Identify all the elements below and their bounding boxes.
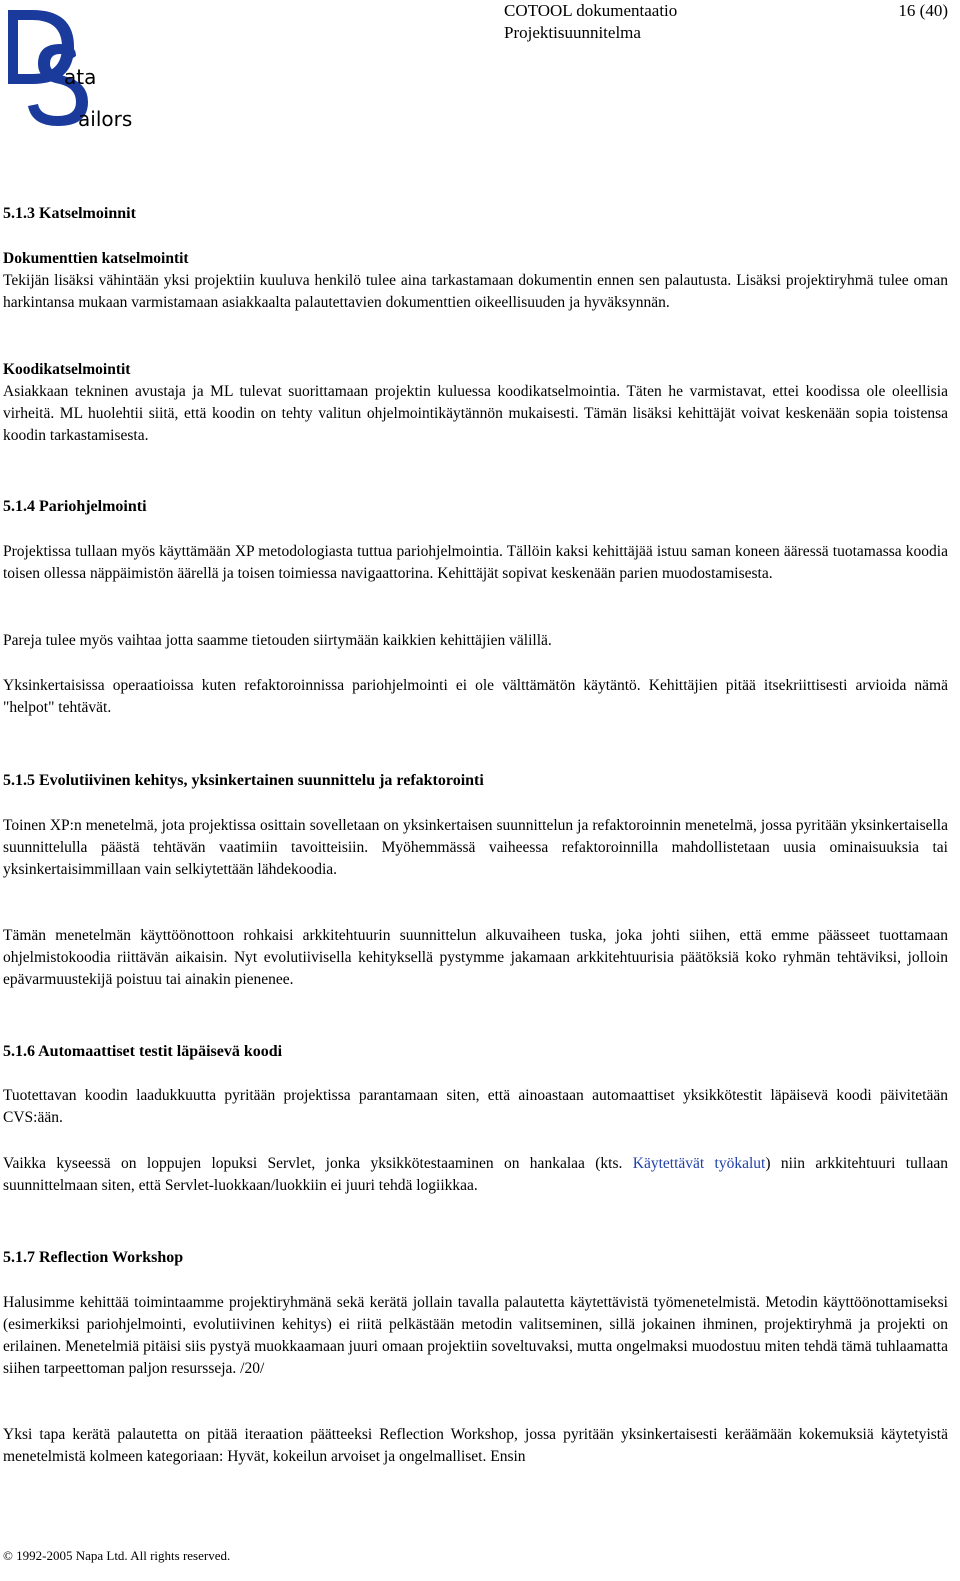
paragraph-koodikatselmointit: Asiakkaan tekninen avustaja ja ML tulevat suorittamaan projektin kuluessa koodikatselmointia. Täten he varmistavat, ettei koodissa ole oleellisia virheitä. ML huolehtii siitä, että koodin on tehty valitun ohjelmointikäytännön mukaisesti. Tämän lisäksi kehittäjät voivat keskenään sopia toistensa koodin tarkastamisesta. xyxy=(3,383,948,444)
text-automaattiset-2b: ) niin arkkitehtuuri tullaan suunnittelmaan siten, että Servlet-luokkaan/luokkiin ei juuri tehdä logiikkaa. xyxy=(3,1155,948,1194)
text-automaattiset-2a: Vaikka kyseessä on loppujen lopuksi Servlet, jonka yksikkötestaaminen on hankalaa (kts. xyxy=(3,1155,633,1172)
paragraph-reflection-2: Yksi tapa kerätä palautetta on pitää iteraation päätteeksi Reflection Workshop, jossa pyritään yksinkertaisesti keräämään kokemuksiä käytetyistä menetelmistä kolmeen kategoriaan: Hyvät, kokeilun arvoiset ja ongelmalliset. Ensin xyxy=(3,1426,948,1465)
subheading-dokumenttien-katselmointit: Dokumenttien katselmointit xyxy=(3,250,189,267)
paragraph-pariohjelmointi-2: Pareja tulee myös vaihtaa jotta saamme tietouden siirtymään kaikkien kehittäjien välillä. xyxy=(3,632,552,649)
paragraph-dokumenttien-katselmointit: Tekijän lisäksi vähintään yksi projektiin kuuluva henkilö tulee aina tarkastamaan dokumentin ennen sen palautusta. Lisäksi projektiryhmä tulee oman harkintansa mukaan varmistamaan asiakkaalta palautettavien dokumenttien oikeellisuuden ja hyväksynnän. xyxy=(3,272,948,311)
link-kaytettavat-tyokalut[interactable]: Käytettävät työkalut xyxy=(632,1155,766,1172)
section-heading-5-1-7: 5.1.7 Reflection Workshop xyxy=(3,1249,184,1266)
header-row xyxy=(470,0,948,22)
section-heading-5-1-3: 5.1.3 Katselmoinnit xyxy=(3,205,136,222)
document-title: COTOOL dokumentaatio xyxy=(504,1,678,20)
subheading-koodikatselmointit: Koodikatselmointit xyxy=(3,361,131,378)
paragraph-reflection-1: Halusimme kehittää toimintaamme projektiryhmänä sekä kerätä jollain tavalla palautetta käytettävistä työmenetelmistä. Metodin käyttöönottamiseksi (esimerkiksi pariohjelmointi, evolutiivinen kehitys) ei riitä pelkästään metodin valitseminen, sillä jokainen ihminen, projektiryhmä ja projekti on erilainen. Menetelmiä pitäisi siis pystyä muokkaamaan juuri omaan projektiin soveltuvaksi, mutta ongelmaksi muodostuu miten tehdä tämä tuhlaamatta siihen tarpeettoman paljon resursseja. /20/ xyxy=(3,1294,948,1377)
logo-text-ailors: ailors xyxy=(78,107,132,128)
data-sailors-logo xyxy=(2,4,132,128)
page-header xyxy=(470,0,948,44)
paragraph-evolutiivinen-1: Toinen XP:n menetelmä, jota projektissa osittain sovelletaan on yksinkertaisen suunnittelun ja refaktoroinnin menetelmä, jossa pyritään yksinkertaisella suunnittelulla päästä tehtävän vaatimiin tavoitteisiin. Myöhemmässä vaiheessa refaktoroinnilla mahdollistetaan uusia ominaisuuksia tai yksinkertaisimmillaan vain selkiytettään lähdekoodia. xyxy=(3,817,948,878)
section-heading-5-1-6: 5.1.6 Automaattiset testit läpäisevä koodi xyxy=(3,1043,283,1060)
copyright-footer: © 1992-2005 Napa Ltd. All rights reserved. xyxy=(3,1548,231,1563)
paragraph-evolutiivinen-2: Tämän menetelmän käyttöönottoon rohkaisi arkkitehtuurin suunnittelun alkuvaiheen tuska, joka johti siihen, että emme päässeet tuottamaan ohjelmistokoodia riittävän aikaisin. Nyt evolutiivisella kehityksellä pystymme jakamaan arkkitehtuurisia päätöksiä koko ryhmän tehtäviksi, jolloin epävarmuustekijä poistuu tai ainakin pienenee. xyxy=(3,927,948,988)
document-subtitle: Projektisuunnitelma xyxy=(504,23,641,42)
section-heading-5-1-5: 5.1.5 Evolutiivinen kehitys, yksinkertainen suunnittelu ja refaktorointi xyxy=(3,772,484,789)
section-heading-5-1-4: 5.1.4 Pariohjelmointi xyxy=(3,498,147,515)
data-sailors-logo-graphic xyxy=(2,4,132,128)
paragraph-pariohjelmointi-1: Projektissa tullaan myös käyttämään XP metodologiasta tuttua pariohjelmointia. Tällöin kaksi kehittäjää istuu saman koneen ääressä tuotamassa koodia toisen ollessa näppäimistön äärellä ja toisen toimiessa navigaattorina. Kehittäjät sopivat keskenään parien muodostamisesta. xyxy=(3,543,948,582)
paragraph-automaattiset-1: Tuotettavan koodin laadukkuutta pyritään projektissa parantamaan siten, että ainoastaan automaattiset yksikkötestit läpäisevä koodi päivitetään CVS:ään. xyxy=(3,1087,948,1126)
page-number: 16 (40) xyxy=(898,1,948,20)
paragraph-automaattiset-2 xyxy=(3,1153,948,1197)
paragraph-pariohjelmointi-3: Yksinkertaisissa operaatioissa kuten refaktoroinnissa pariohjelmointi ei ole välttämätön käytäntö. Kehittäjien pitää itsekriittisesti arvioida nämä "helpot" tehtävät. xyxy=(3,677,948,716)
logo-text-ata: ata xyxy=(64,65,97,89)
